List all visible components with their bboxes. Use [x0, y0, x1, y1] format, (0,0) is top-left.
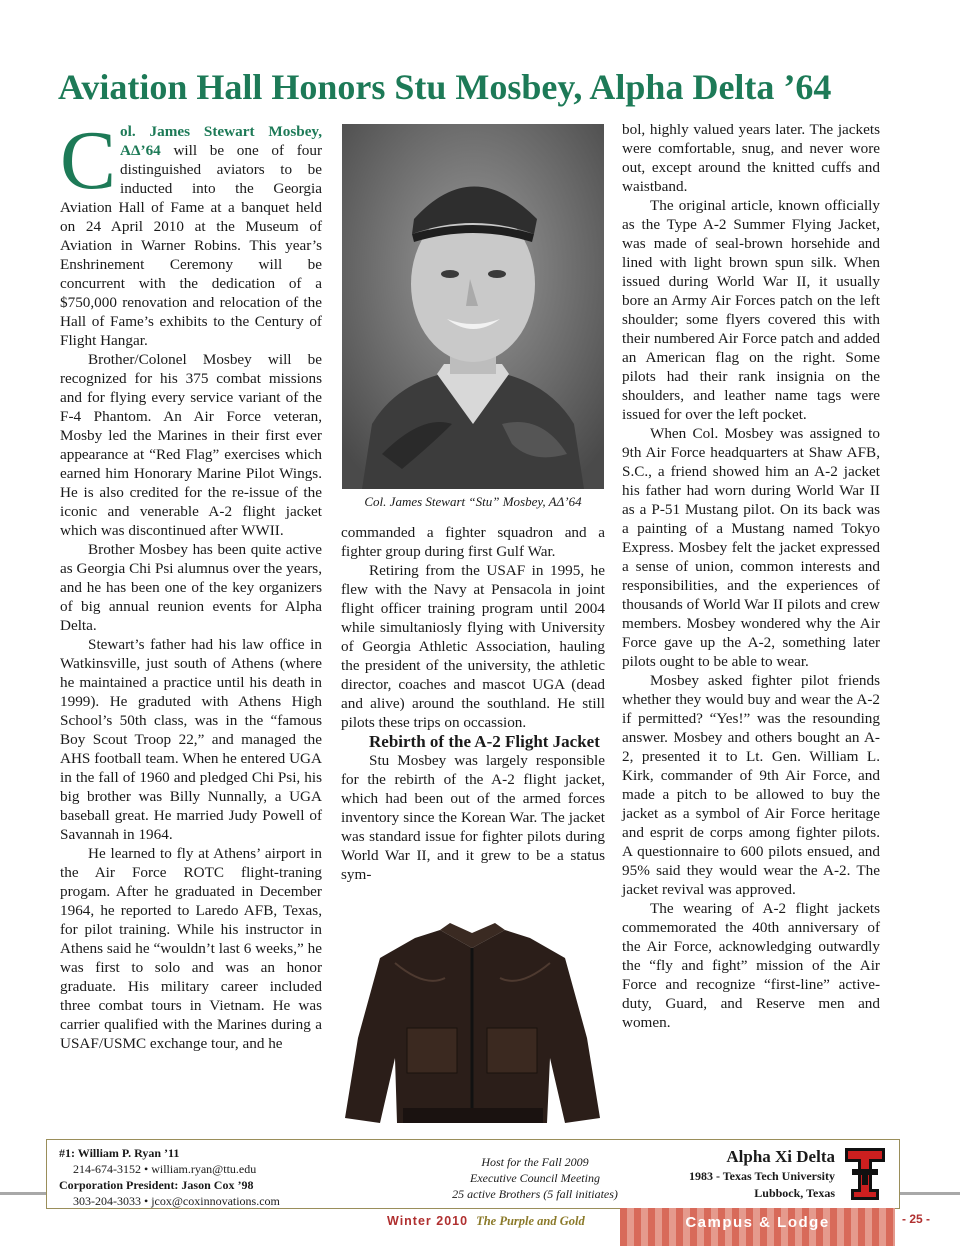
paragraph: Brother Mosbey has been quite active as Georgia Chi Psi alumnus over the years, and he has been one of the key organizers of big annual reunion events for Alpha Delta.	[60, 541, 322, 634]
page-number: - 25 -	[902, 1212, 931, 1226]
section-label: Campus & Lodge	[685, 1214, 830, 1231]
school-name: 1983 - Texas Tech University	[688, 1169, 835, 1183]
contact-2-name: Corporation President: Jason Cox ’98	[59, 1178, 254, 1192]
footer-rule-right	[899, 1192, 960, 1195]
paragraph: Mosbey asked fighter pilot friends whether they would buy and wear the A-2 if permitted? “Yes!” was the resounding answer. Mosbey and others bought an A-2, presented it to Lt. Gen. William L. Kirk, commander of 9th Air Force, and made a pitch to be allowed to buy the jacket as a symbol of Air Force heritage and esprit de corps among fighter pilots. A questionnaire to 600 pilots ensued, and 95% said they would wear the A-2. The jacket revival was approved.	[622, 672, 880, 898]
section-subhead: Rebirth of the A-2 Flight Jacket	[369, 732, 600, 751]
drop-cap: C	[60, 114, 117, 207]
host-info	[435, 1154, 635, 1202]
chapter-identity	[645, 1146, 835, 1202]
city-name: Lubbock, Texas	[754, 1186, 835, 1200]
paragraph: will be one of four distinguished aviators to be inducted into the Georgia Aviation Hall of Fame at a banquet held on 24 April 2010 at the Museum of Aviation in Warner Robins. This year’s Enshrinement Ceremony will be concurrent with the dedication of a $750,000 renovation and relocation of the Hall of Fame’s exhibits to the Century of Flight Hangar.	[60, 142, 322, 349]
jacket-photo	[325, 918, 620, 1130]
chapter-info-box	[46, 1139, 900, 1209]
article-title: Aviation Hall Honors Stu Mosbey, Alpha Delta ’64	[58, 67, 832, 107]
contact-1-name: #1: William P. Ryan ’11	[59, 1146, 180, 1160]
column-3	[622, 120, 880, 1032]
chapter-name: Alpha Xi Delta	[726, 1147, 835, 1166]
leather-jacket-illustration	[325, 918, 620, 1130]
issue-line	[387, 1214, 585, 1229]
column-1	[60, 114, 322, 1053]
chapter-contacts	[59, 1145, 280, 1209]
contact-2-info: 303-204-3033 • jcox@coxinnovations.com	[73, 1194, 280, 1208]
host-line: Host for the Fall 2009	[481, 1155, 589, 1169]
texas-tech-logo-icon	[842, 1145, 888, 1203]
contact-1-info: 214-674-3152 • william.ryan@ttu.edu	[73, 1162, 257, 1176]
section-banner	[620, 1208, 895, 1246]
publication-name: The Purple and Gold	[476, 1214, 585, 1228]
paragraph: Stu Mosbey was largely responsible for the rebirth of the A-2 flight jacket, which had been out of the armed forces inventory since the Korean War. The jacket was standard issue for fighter pilots during World War II, and it grew to be a status sym-	[341, 752, 605, 883]
lead-name: ol. James Stewart Mosbey, AΔ’64	[120, 123, 322, 159]
paragraph: Brother/Colonel Mosbey will be recognized for his 375 combat missions and for flying every service variant of the F-4 Phantom. An Air Force veteran, Mosby led the Marines in their first ever appearance at “Red Flag” exercises which earned him Honorary Marine Pilot Wings. He is also credited for the re-issue of the iconic and venerable A-2 flight jacket which was discontinued after WWII.	[60, 351, 322, 539]
lead-paragraph	[60, 114, 322, 350]
paragraph: The original article, known officially as the Type A-2 Summer Flying Jacket, was made of seal-brown horsehide and lined with light brown spun silk. When issued during World War II, it usually bore an Army Air Forces patch on the left shoulder; some flyers covered this with their numbered Air Force patch and added an American flag on the right. Some pilots had their rank insignia on the shoulders, and leather name tags were issued for over the left pocket.	[622, 197, 880, 423]
paragraph: When Col. Mosbey was assigned to 9th Air Force headquarters at Shaw AFB, S.C., a friend showed him an A-2 jacket his father had worn during World War II as a P-51 Mustang pilot. On its back was a painting of a Mustang named Tokyo Express. Mosbey felt the jacket expressed a sense of union, common interests and responsibilities, and the experiences of thousands of World War II pilots and crew members. Mosbey wondered why the Air Force gave up the A-2, something later pilots ought to be able to wear.	[622, 425, 880, 670]
footer-rule-left	[0, 1192, 46, 1195]
paragraph: He learned to fly at Athens’ airport in the Air Force ROTC flight-traning progam. After he graduated in December 1964, he reported to Laredo AFB, Texas, for pilot training. While his instructor in Athens said he “wouldn’t last 6 weeks,” he was first to solo and was an honor graduate. His military career included three combat tours in Vietnam. He was carrier qualified with the Marines during a USAF/USMC exchange tour, and he	[60, 845, 322, 1052]
host-line: 25 active Brothers (5 fall initiates)	[452, 1187, 618, 1201]
paragraph: commanded a fighter squadron and a fighter group during first Gulf War.	[341, 524, 605, 560]
column-2	[341, 523, 605, 884]
portrait-illustration	[342, 124, 604, 489]
host-line: Executive Council Meeting	[470, 1171, 600, 1185]
paragraph: Stewart’s father had his law office in Watkinsville, just south of Athens (where he maintained a practice until his death in 1999). He graduted with Athens High School’s 50th class, was in the “famous Boy Scout Troop 22,” and managed the AHS football team. When he entered UGA in the fall of 1960 and pledged Chi Psi, his big brother was Billy Nunnally, a UGA baseball great. He married Judy Powell of Savannah in 1964.	[60, 636, 322, 843]
issue-season: Winter 2010	[387, 1214, 469, 1228]
paragraph: The wearing of A-2 flight jackets commemorated the 40th anniversary of the Air Force, acknowledging outwardly the “fly and fight” mission of the Air Force and recognize “first-line” active-duty, Guard, and Reserve men and women.	[622, 900, 880, 1031]
photo-caption: Col. James Stewart “Stu” Mosbey, AΔ’64	[364, 494, 582, 509]
paragraph: Retiring from the USAF in 1995, he flew with the Navy at Pensacola in joint flight officer training program until 2004 while simultaniosly flying with University of Georgia Athletic Association, hauling the president of the university, the athletic director, coaches and mascot UGA (dead and alive) around the southland. He still pilots these trips on occassion.	[341, 562, 605, 731]
paragraph: bol, highly valued years later. The jackets were comfortable, snug, and never wore out, except around the knitted cuffs and waistband.	[622, 121, 880, 195]
portrait-photo	[342, 124, 604, 489]
